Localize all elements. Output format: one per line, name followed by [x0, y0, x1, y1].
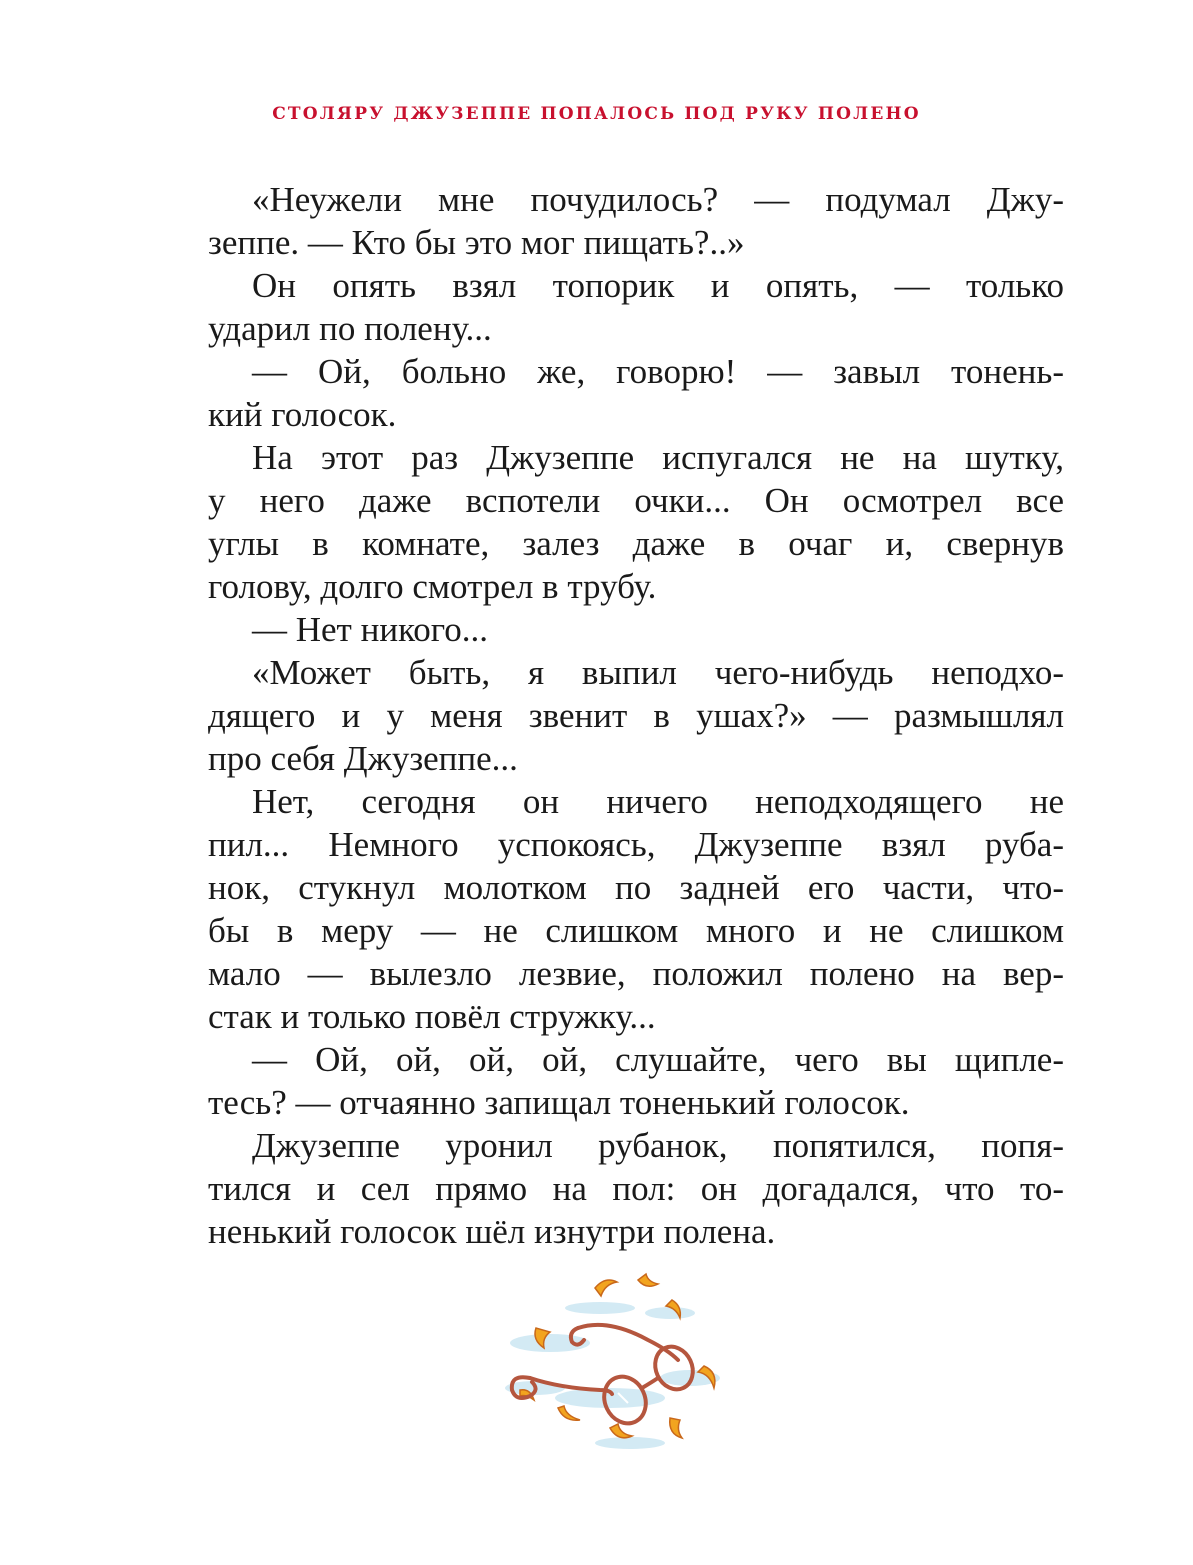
text-line: «Может быть, я выпил чего-нибудь неподхо- — [252, 653, 1064, 692]
text-line: — Ой, больно же, говорю! — завыл тонень- — [252, 352, 1064, 391]
text-line: Джузеппе уронил рубанок, попятился, попя- — [252, 1126, 1064, 1165]
text-line: тесь? — отчаянно запищал тоненький голосок. — [208, 1083, 910, 1122]
text-line: углы в комнате, залез даже в очаг и, свернув — [208, 524, 1064, 563]
text-line: ударил по полену... — [208, 309, 492, 348]
text-line: — Нет никого... — [252, 610, 489, 649]
body-text — [208, 178, 1064, 1253]
text-line: ненький голосок шёл изнутри полена. — [208, 1212, 776, 1251]
text-line: тился и сел прямо на пол: он догадался, что то- — [208, 1169, 1064, 1208]
text-line: «Неужели мне почудилось? — подумал Джу- — [252, 180, 1064, 219]
text-line: мало — вылезло лезвие, положил полено на вер- — [208, 954, 1064, 993]
text-line: голову, долго смотрел в трубу. — [208, 567, 657, 606]
spectacles-with-shavings-icon — [490, 1268, 740, 1463]
text-line: кий голосок. — [208, 395, 397, 434]
text-line: дящего и у меня звенит в ушах?» — размышлял — [208, 696, 1064, 735]
text-line: про себя Джузеппе... — [208, 739, 518, 778]
text-line: — Ой, ой, ой, ой, слушайте, чего вы щипле- — [252, 1040, 1064, 1079]
text-line: На этот раз Джузеппе испугался не на шутку, — [252, 438, 1064, 477]
running-head: СТОЛЯРУ ДЖУЗЕППЕ ПОПАЛОСЬ ПОД РУКУ ПОЛЕНО — [272, 104, 921, 124]
text-line: нок, стукнул молотком по задней его части, что- — [208, 868, 1064, 907]
text-line: пил... Немного успокоясь, Джузеппе взял руба- — [208, 825, 1064, 864]
text-line: Он опять взял топорик и опять, — только — [252, 266, 1064, 305]
text-line: зеппе. — Кто бы это мог пищать?..» — [208, 223, 745, 262]
text-line: у него даже вспотели очки... Он осмотрел все — [208, 481, 1064, 520]
text-line: бы в меру — не слишком много и не слишком — [208, 911, 1064, 950]
text-line: стак и только повёл стружку... — [208, 997, 656, 1036]
text-line: Нет, сегодня он ничего неподходящего не — [252, 782, 1064, 821]
